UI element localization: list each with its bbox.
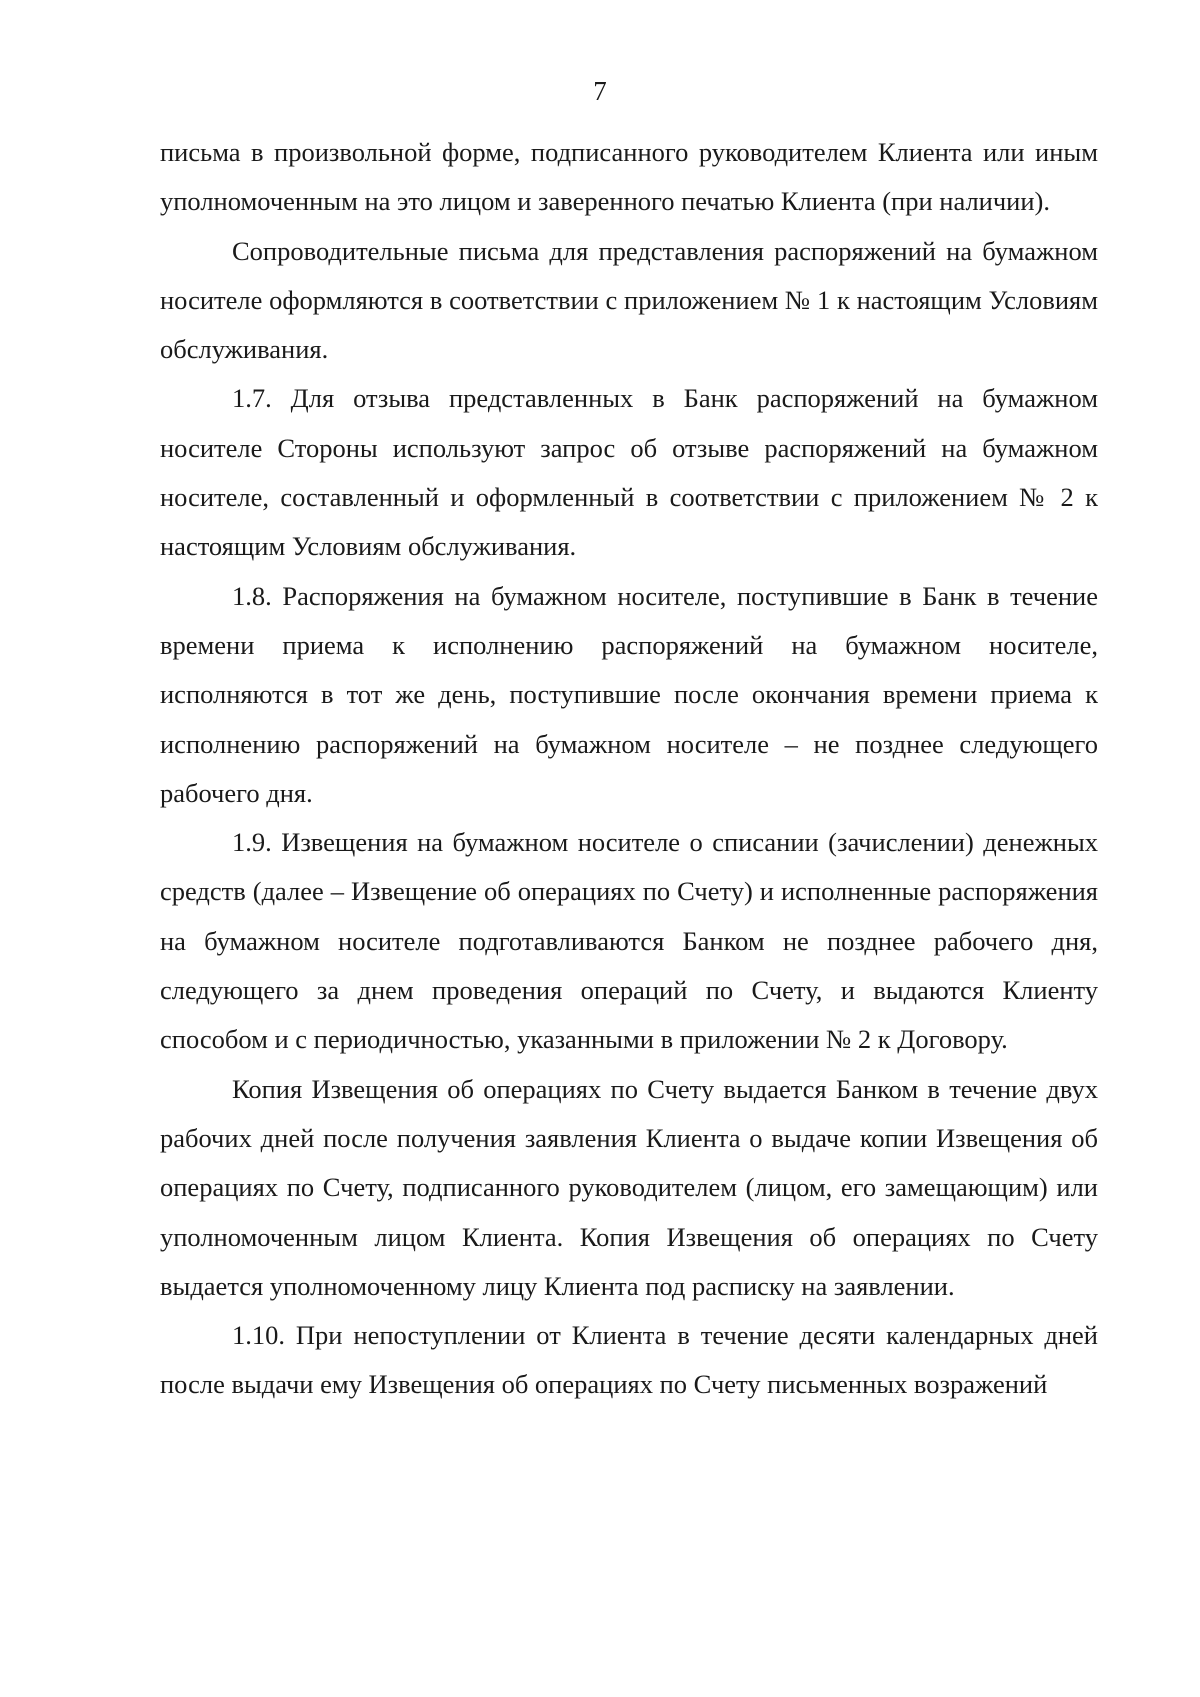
page-number: 7: [593, 76, 607, 106]
paragraph-continuation: письма в произвольной форме, подписанного руководителем Клиента или иным уполномоченным на это лицом и заверенного печатью Клиента (при наличии).: [160, 137, 1098, 217]
paragraph-1-7: 1.7. Для отзыва представленных в Банк распоряжений на бумажном носителе Стороны используют запрос об отзыве распоряжений на бумажном носителе, составленный и оформленный в соответствии с приложением № 2 к настоящим Условиям обслуживания.: [160, 383, 1098, 562]
paragraph-notice-copy: Копия Извещения об операциях по Счету выдается Банком в течение двух рабочих дней после получения заявления Клиента о выдаче копии Извещения об операциях по Счету, подписанного руководителем (лицом, его замещающим) или уполномоченным лицом Клиента. Копия Извещения об операциях по Счету выдается уполномоченному лицу Клиента под расписку на заявлении.: [160, 1073, 1098, 1301]
document-body: [160, 128, 1098, 1410]
paragraph-1-10: 1.10. При непоступлении от Клиента в течение десяти календарных дней после выдачи ему Извещения об операциях по Счету письменных возражений: [160, 1320, 1098, 1400]
paragraph-1-8: 1.8. Распоряжения на бумажном носителе, поступившие в Банк в течение времени приема к исполнению распоряжений на бумажном носителе, исполняются в тот же день, поступившие после окончания времени приема к исполнению распоряжений на бумажном носителе – не позднее следующего рабочего дня.: [160, 580, 1098, 808]
paragraph-cover-letters: Сопроводительные письма для представления распоряжений на бумажном носителе оформляются в соответствии с приложением № 1 к настоящим Условиям обслуживания.: [160, 235, 1098, 365]
paragraph-1-9: 1.9. Извещения на бумажном носителе о списании (зачислении) денежных средств (далее – Извещение об операциях по Счету) и исполненные распоряжения на бумажном носителе подготавливаются Банком не позднее рабочего дня, следующего за днем проведения операций по Счету, и выдаются Клиенту способом и с периодичностью, указанными в приложении № 2 к Договору.: [160, 827, 1098, 1055]
